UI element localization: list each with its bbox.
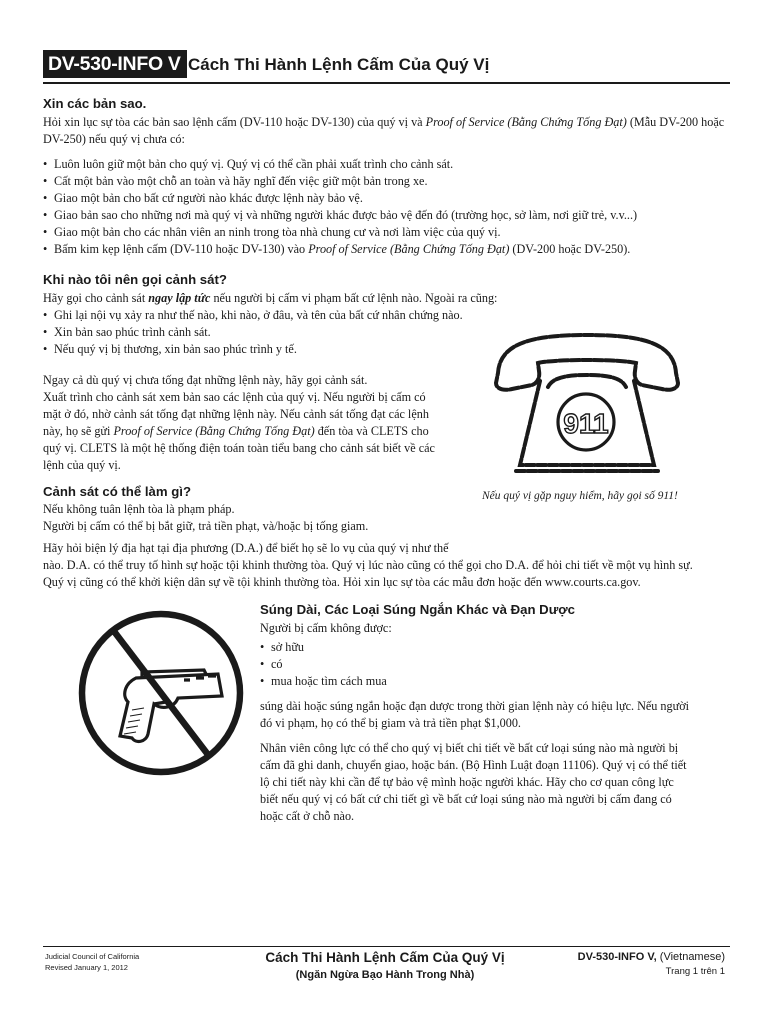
- header-rule: [43, 82, 730, 84]
- phone-dial-number: 911: [563, 408, 609, 439]
- text-line: đó vi phạm, họ có thể bị giam và trả tiền phạt $1,000.: [260, 716, 521, 730]
- list-item: • Giao một bản cho các nhân viên an ninh trong tòa nhà chung cư và nơi làm việc của quý vị.: [43, 224, 733, 241]
- heading-get-copies: Xin các bản sao.: [43, 96, 147, 111]
- text-line: này, họ sẽ gửi Proof of Service (Bằng Chứng Tống Đạt) đến tòa và CLETS cho: [43, 424, 429, 438]
- list-item: • Giao bản sao cho những nơi mà quý vị và những người khác được bảo vệ đến đó (trường học, sở làm, nơi giữ trẻ, v.v...): [43, 207, 733, 224]
- text-line: cấm đã ghi danh, chuyển giao, hoặc bán. (Bộ Hình Luật đoạn 11106). Quý vị có thể tiết: [260, 758, 687, 772]
- list-item: • sở hữu: [260, 639, 735, 656]
- get-copies-intro: Hỏi xin lục sự tòa các bản sao lệnh cấm (DV-110 hoặc DV-130) của quý vị và Proof of Service (Bằng Chứng Tống Đạt) (Mẫu DV-200 hoặc DV-250) nếu quý vị chưa có:: [43, 115, 725, 146]
- text-line: lộ chi tiết này khi cần để tự bảo vệ mình hoặc người khác. Hãy cho cơ quan công lực: [260, 775, 674, 789]
- text-line: mặt ở đó, nhờ cảnh sát tống đạt những lệnh này. Nếu cảnh sát tống đạt các lệnh: [43, 407, 429, 421]
- police-actions-paragraph: [43, 540, 733, 591]
- list-item: • Xin bản sao phúc trình cảnh sát.: [43, 324, 563, 341]
- footer-form-code: DV-530-INFO V, (Vietnamese): [577, 951, 725, 963]
- firearms-paragraph-2: [260, 740, 735, 825]
- footer-title: Cách Thi Hành Lệnh Cấm Của Quý Vị: [265, 950, 505, 965]
- form-code-badge: DV-530-INFO V: [43, 50, 187, 78]
- text-line: Quý vị cũng có thể khởi kiện dân sự về tội khinh thường tòa. Hỏi xin lục sự tòa các mẫu đơn hoặc đến www.courts.ca.gov.: [43, 575, 641, 589]
- list-item: • Luôn luôn giữ một bản cho quý vị. Quý vị có thể cần phải xuất trình cho cảnh sát.: [43, 156, 733, 173]
- list-item: • có: [260, 656, 735, 673]
- list-item: • Bấm kim kẹp lệnh cấm (DV-110 hoặc DV-130) vào Proof of Service (Bằng Chứng Tống Đạt) (DV-200 hoặc DV-250).: [43, 241, 733, 258]
- footer-org: Judicial Council of California: [45, 952, 140, 961]
- page-title: Cách Thi Hành Lệnh Cấm Của Quý Vị: [188, 55, 490, 74]
- text-line: biết nếu quý vị có bất cứ chi tiết gì về bất cứ loại súng nào mà người bị cấm đang có: [260, 792, 672, 806]
- call-police-paragraph: [43, 372, 483, 474]
- footer-subtitle: (Ngăn Ngừa Bạo Hành Trong Nhà): [295, 969, 475, 981]
- call-police-intro: Hãy gọi cho cảnh sát ngay lập tức nếu người bị cấm vi phạm bất cứ lệnh nào. Ngoài ra cũng:: [43, 291, 498, 305]
- text-line: súng dài hoặc súng ngắn hoặc đạn dược trong thời gian lệnh này có hiệu lực. Nếu người: [260, 699, 690, 713]
- text-line: Nếu không tuân lệnh tòa là phạm pháp.: [43, 502, 235, 516]
- list-item: • Nếu quý vị bị thương, xin bản sao phúc trình y tế.: [43, 341, 563, 358]
- emergency-caption: Nếu quý vị gặp nguy hiểm, hãy gọi số 911!: [482, 490, 678, 502]
- list-item: • Ghi lại nội vụ xảy ra như thế nào, khi nào, ở đâu, và tên của bất cứ nhân chứng nào.: [43, 307, 563, 324]
- no-firearm-icon: [76, 606, 246, 780]
- text-line: Nhân viên công lực có thể cho quý vị biết chi tiết về bất cứ loại súng nào mà người bị: [260, 741, 679, 755]
- text-line: Người bị cấm có thể bị bắt giữ, trả tiền phạt, và/hoặc bị tống giam.: [43, 519, 369, 533]
- text-line: quý vị. CLETS là một hệ thống điện toán toàn tiểu bang cho cảnh sát biết về các: [43, 441, 435, 455]
- section-call-police: [43, 290, 563, 358]
- list-item: • Giao một bản cho bất cứ người nào khác được lệnh này bảo vệ.: [43, 190, 733, 207]
- footer-rule: [43, 946, 730, 947]
- text-line: lệnh của quý vị.: [43, 458, 121, 472]
- footer-page-number: Trang 1 trên 1: [665, 966, 725, 977]
- text-line: hoặc cất ở chỗ nào.: [260, 809, 355, 823]
- firearms-intro: Người bị cấm không được:: [260, 621, 392, 635]
- text-line: Hãy hỏi biện lý địa hạt tại địa phương (D.A.) để biết họ sẽ lo vụ của quý vị như thế: [43, 541, 449, 555]
- text-line: Xuất trình cho cảnh sát xem bản sao các lệnh của quý vị. Nếu người bị cấm có: [43, 390, 426, 404]
- police-actions-lines: [43, 501, 473, 535]
- heading-call-police: Khi nào tôi nên gọi cảnh sát?: [43, 272, 227, 287]
- firearms-paragraph-1: [260, 698, 735, 732]
- get-copies-list: [43, 156, 733, 258]
- footer-revised: Revised January 1, 2012: [45, 963, 128, 972]
- list-item: • mua hoặc tìm cách mua: [260, 673, 735, 690]
- text-line: nào. D.A. có thể truy tố hình sự hoặc tội khinh thường tòa. Quý vị lúc nào cũng có thể gọi cho D.A. để hỏi chi tiết về một vụ hình sự.: [43, 558, 693, 572]
- list-item: • Cất một bản vào một chỗ an toàn và hãy nghĩ đến việc giữ một bản trong xe.: [43, 173, 733, 190]
- section-firearms: [260, 620, 735, 825]
- telephone-illustration: [492, 325, 682, 480]
- text-line: Ngay cả dù quý vị chưa tống đạt những lệnh này, hãy gọi cảnh sát.: [43, 373, 368, 387]
- section-get-copies: [43, 114, 733, 258]
- call-police-list: [43, 307, 563, 358]
- heading-police-actions: Cảnh sát có thể làm gì?: [43, 484, 192, 499]
- firearms-list: [260, 639, 735, 690]
- heading-firearms: Súng Dài, Các Loại Súng Ngắn Khác và Đạn Dược: [260, 602, 575, 617]
